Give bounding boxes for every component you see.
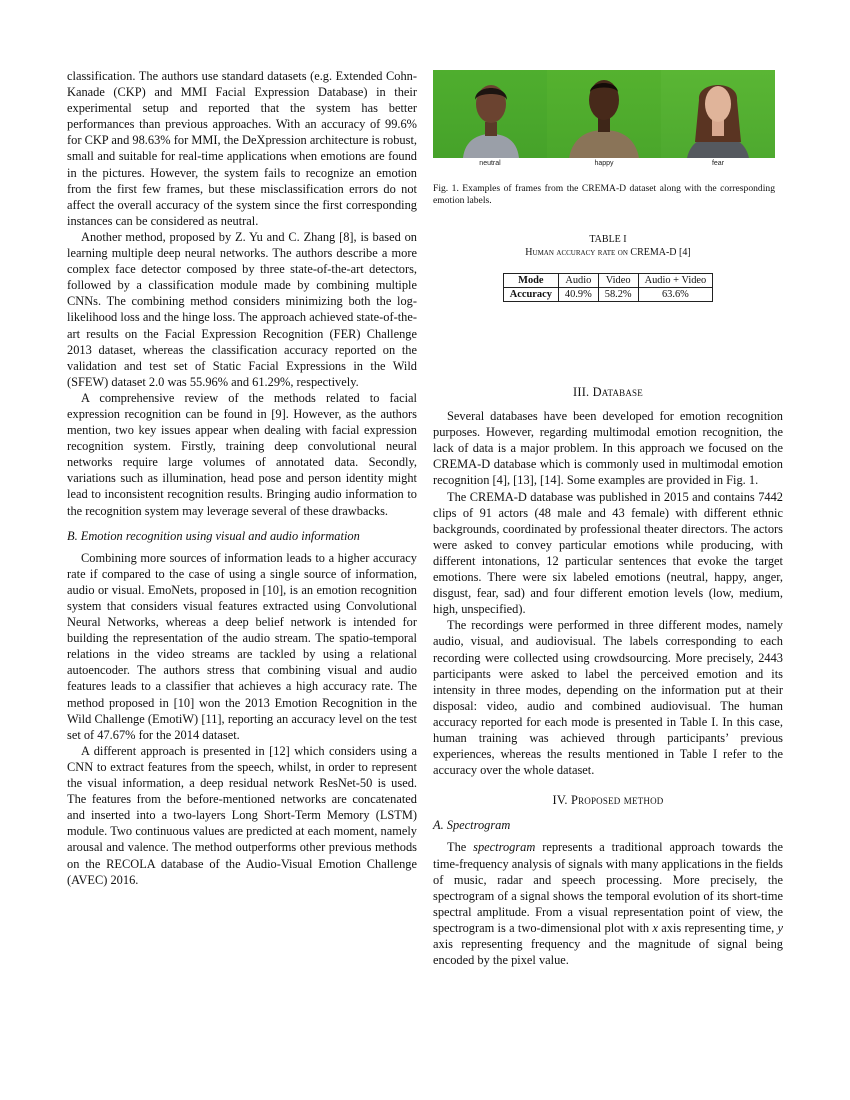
table-cell: Accuracy: [503, 288, 558, 302]
paragraph: The CREMA-D database was published in 2015 and contains 7442 clips of 91 actors (48 male and 43 female) with different ethnic backgrounds, coordinated by professional theater directors. The actors were asked to convey particular emotions while producing, with different intonations, 12 particular sentences that evoke the target emotions. There were six labeled emotions (neutral, happy, anger, disgust, fear, sad) and four different emotion levels (low, medium, high, unspecified).: [433, 489, 783, 617]
text-run: The: [447, 840, 474, 855]
section-heading: III. Database: [573, 385, 643, 399]
table-row: [503, 274, 712, 288]
subsection-heading: B. Emotion recognition using visual and audio information: [67, 528, 360, 543]
frame-strip: [433, 70, 775, 158]
frame-image-neutral: [433, 70, 547, 158]
frame-label: fear: [711, 160, 725, 167]
table-cell: Mode: [503, 274, 558, 288]
figure-caption: Fig. 1. Examples of frames from the CREMA-D dataset along with the corresponding emotion labels.: [433, 183, 775, 206]
text-run: represents a traditional approach towards the time-frequency analysis of signals with many applications in the fields of music, radar and speech processing. More precisely, the spectrogram of a signal shows the temporal evolution of its short-time spectral amplitude. From a visual representation point of view, the spectrogram is a two-dimensional plot with: [433, 840, 783, 935]
paragraph: Another method, proposed by Z. Yu and C. Zhang [8], is based on learning multiple deep neural networks. The authors describe a more complex face detector composed by three state-of-the-art detectors, followed by a classification module made by combining multiple CNNs. The combining method considers minimizing both the log-likelihood loss and the hinge loss. The approach achieved state-of-the-art results on the Facial Expression Recognition (FER) Challenge 2013 dataset, whereas the classification accuracy reported on the validation and test set of Static Facial Expressions in the Wild (SFEW) dataset 2.0 was 55.96% and 61.29%, respectively.: [67, 229, 417, 389]
paragraph: A comprehensive review of the methods related to facial expression recognition can be found in [9]. However, as the authors mention, two key issues appear when dealing with facial expression recognition system. Firstly, training deep convolutional neural networks require large volumes of annotated data. Secondly, variations such as illumination, head pose and person identity might lead to inconsistent recognition results. Bringing audio information to the recognition system may leverage several of these drawbacks.: [67, 390, 417, 518]
text-run: axis representing time,: [657, 920, 778, 935]
frame-image-fear: [661, 70, 775, 158]
table-cell: Video: [598, 274, 638, 288]
paragraph: The recordings were performed in three different modes, namely audio, visual, and audiovisual. The labels corresponding to each recording were collected using crowdsourcing. More precisely, 2443 participants were asked to label the perceived emotion and its intensity in three modes, depending on the information put at their disposal: video, audio and combined audiovisual. The human accuracy reported for each mode is presented in Table I. In this case, human training was achieved through participants’ previous experiences, whereas the results mentioned in Table I refer to the accuracy over the whole dataset.: [433, 618, 783, 778]
table-title: Human accuracy rate on CREMA-D [4]: [525, 247, 691, 258]
accuracy-table: [503, 273, 713, 302]
table-row: [503, 288, 712, 302]
right-column: [433, 370, 783, 968]
frame-labels: [433, 160, 775, 167]
frame-image-happy: [547, 70, 661, 158]
table-cell: 63.6%: [638, 288, 713, 302]
section-heading: IV. Proposed method: [552, 793, 664, 808]
frame-label: happy: [594, 160, 614, 167]
math-variable: y: [777, 920, 783, 935]
paragraph: [433, 839, 783, 968]
text-run: axis representing frequency and the magnitude of signal being encoded by the pixel value.: [433, 937, 783, 968]
table-cell: Audio + Video: [638, 274, 713, 288]
table-label: TABLE I: [589, 234, 627, 245]
emphasis-term: spectrogram: [473, 840, 536, 855]
paragraph: classification. The authors use standard datasets (e.g. Extended Cohn-Kanade (CKP) and MMI Facial Expression Database) in their experimental setup and reported that the system has better performances than previous approaches. With an accuracy of 99.6% for CKP and 98.63% for MMI, the DeXpression architecture is robust, small and suitable for real-time applications when emotions are found in the pictures. However, the system fails to recognize an emotion from the first few frames, but these misclassification errors do not affect the overall accuracy of the system since the first corresponding instances can be considered as neutral.: [67, 69, 417, 228]
paragraph: Combining more sources of information leads to a higher accuracy rate if compared to the case of using a single source of information, audio or visual. EmoNets, proposed in [10], is an emotion recognition system that considers visual features extracted using Convolutional Neural Networks, whereas a deep belief network is intended for building the representation of the audio stream. The spatio-temporal relations in the video streams are tackled by using a relational autoencoder. The authors stress that combining visual and audio features leads to a classifier that achieves a high accuracy rate. The method proposed in [10] won the 2013 Emotion Recognition in the Wild Challenge (EmotiW) [11], reporting an accuracy level on the test set of 47.67% for the 2014 dataset.: [67, 550, 417, 742]
table-cell: Audio: [558, 274, 598, 288]
figure-1: [433, 70, 775, 207]
paragraph: Several databases have been developed for emotion recognition purposes. However, regarding multimodal emotion recognition, the lack of data is a major problem. In this approach we focused on the CREMA-D database which is commonly used in multimodal emotion recognition [4], [13], [14]. Some examples are provided in Fig. 1.: [433, 409, 783, 488]
subsection-heading: A. Spectrogram: [433, 818, 511, 833]
table-1: [433, 233, 783, 302]
math-variable: x: [652, 920, 658, 935]
frame-label: neutral: [479, 160, 501, 167]
paragraph: A different approach is presented in [12] which considers using a CNN to extract features from the speech, whilst, in order to represent the visual information, a deep residual network ResNet-50 is used. The features from the before-mentioned networks are concatenated and inserted into a two-layers Long Short-Term Memory (LSTM) module. Two continuous values are predicted at each moment, namely arousal and valence. The method outperforms other previous methods on the RECOLA database of the Audio-Visual Emotion Challenge (AVEC) 2016.: [67, 743, 417, 887]
table-cell: 58.2%: [598, 288, 638, 302]
table-cell: 40.9%: [558, 288, 598, 302]
left-column: [67, 68, 417, 888]
